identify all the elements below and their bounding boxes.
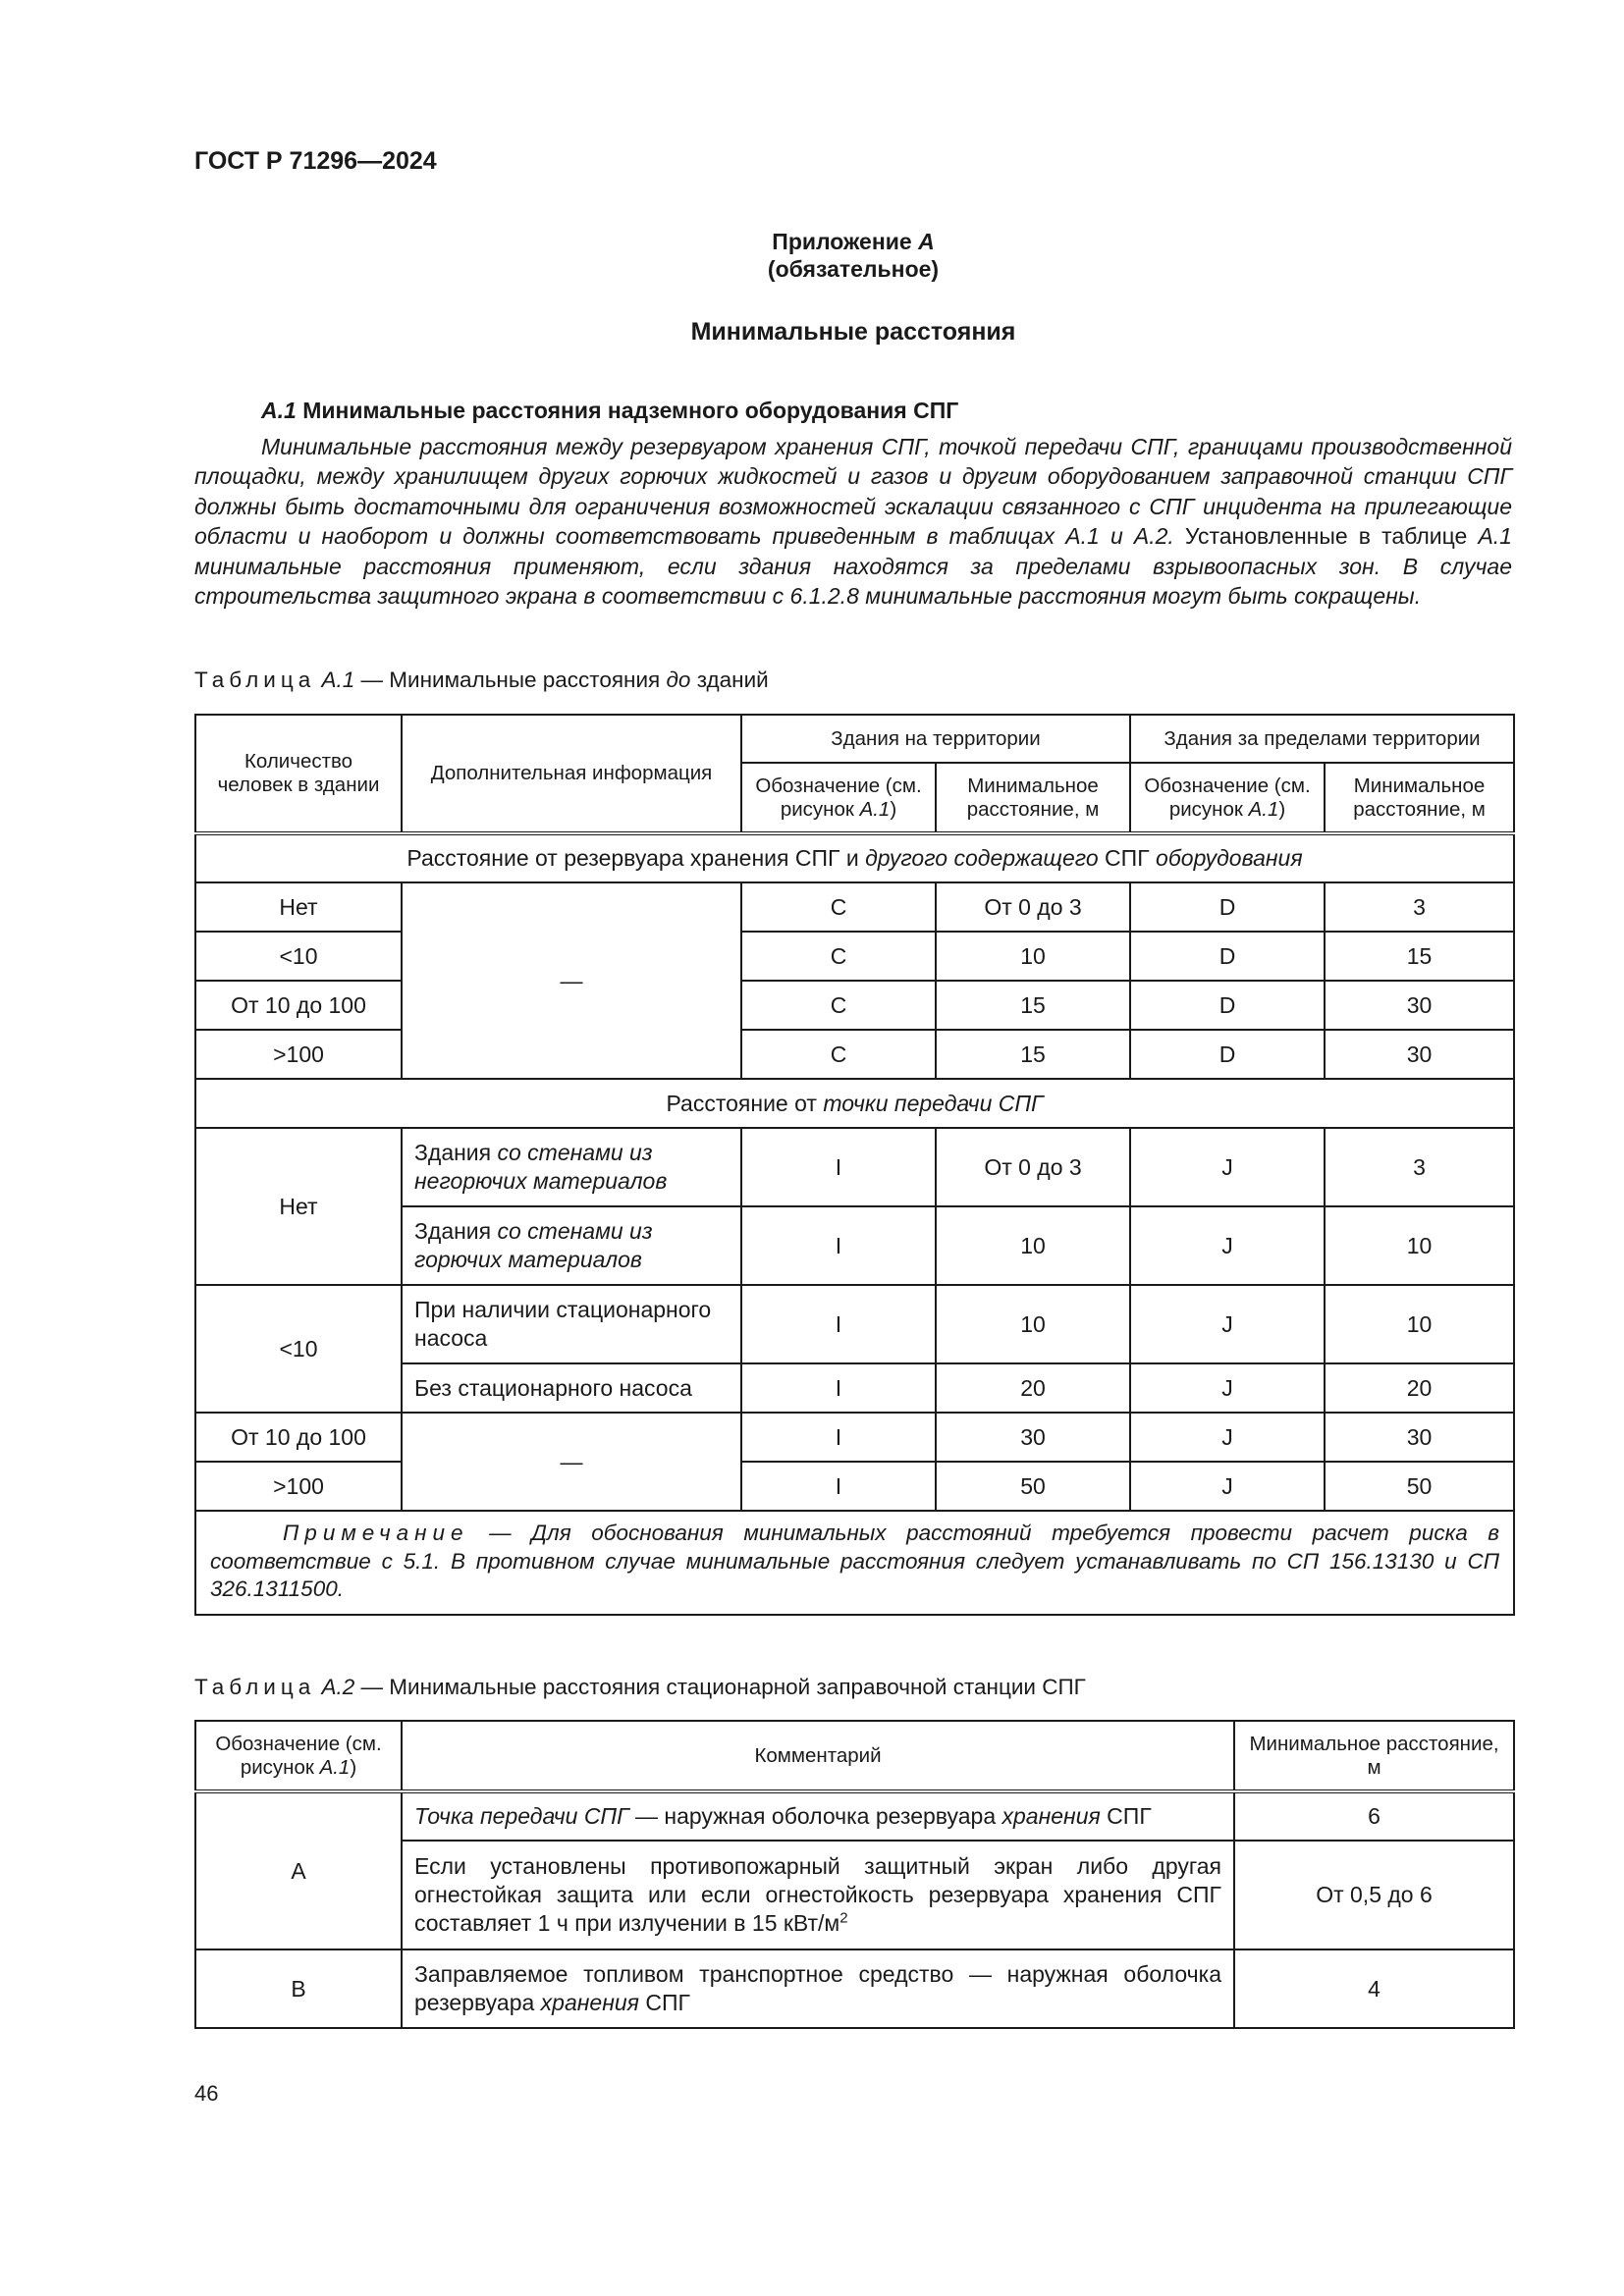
- cell-people: >100: [195, 1462, 402, 1511]
- header-distance-outside: Минимальное расстояние, м: [1325, 763, 1514, 833]
- table1-note: Примечание — Для обоснования минимальных расстояний требуется провести расчет риска в соответствие с 5.1. В противном случае минимальные расстояния следует устанавливать по СП 156.13130 и СП 326.1311500.: [195, 1511, 1514, 1615]
- cell-distance: 30: [1325, 1030, 1514, 1079]
- cell-distance: 10: [1325, 1206, 1514, 1285]
- cell-designation: J: [1130, 1128, 1325, 1206]
- cell-people: Нет: [195, 882, 402, 932]
- cell-distance: 20: [936, 1363, 1130, 1413]
- cell-distance: 50: [1325, 1462, 1514, 1511]
- cell-distance: 30: [936, 1413, 1130, 1462]
- subsection-heading: [261, 398, 958, 424]
- cell-designation: А: [195, 1791, 402, 1949]
- body-paragraph: Минимальные расстояния между резервуаром хранения СПГ, точкой передачи СПГ, границами производственной площадки, между хранилищем других горючих жидкостей и газов и другим оборудованием заправочной станции СПГ должны быть достаточными для ограничения возможностей эскалации связанного с СПГ инцидента на прилегающие области и наоборот и должны соответствовать приведенным в таблицах А.1 и А.2. Установленные в таблице А.1 минимальные расстояния применяют, если здания находятся за пределами взрывоопасных зон. В случае строительства защитного экрана в соответствии с 6.1.2.8 минимальные расстояния могут быть сокращены.: [194, 434, 1512, 610]
- cell-distance: 6: [1234, 1791, 1514, 1841]
- header-designation: Обозначение (см. рисунок А.1): [195, 1721, 402, 1791]
- cell-info: Здания со стенами из негорючих материалов: [402, 1128, 741, 1206]
- document-code: ГОСТ Р 71296—2024: [194, 147, 437, 175]
- table-row: [195, 1949, 1514, 2028]
- cell-designation: J: [1130, 1462, 1325, 1511]
- table-row: [195, 1030, 1514, 1079]
- cell-comment: Если установлены противопожарный защитный экран либо другая огнестойкая защита или если огнестойкость резервуара хранения СПГ составляет 1 ч при излучении в 15 кВт/$м^2$: [402, 1841, 1234, 1949]
- cell-info: Здания со стенами из горючих материалов: [402, 1206, 741, 1285]
- cell-distance: От 0,5 до 6: [1234, 1841, 1514, 1949]
- cell-distance: 10: [936, 1206, 1130, 1285]
- appendix-status: (обязательное): [767, 256, 940, 282]
- table-row: [195, 1791, 1514, 1841]
- cell-designation: С: [741, 1030, 936, 1079]
- header-distance: Минимальное расстояние, м: [1234, 1721, 1514, 1791]
- cell-distance: 3: [1325, 1128, 1514, 1206]
- cell-distance: 3: [1325, 882, 1514, 932]
- cell-people: От 10 до 100: [195, 981, 402, 1030]
- table-row: [195, 882, 1514, 932]
- section-row-tank: Расстояние от резервуара хранения СПГ и другого содержащего СПГ оборудования: [195, 833, 1514, 882]
- cell-people: От 10 до 100: [195, 1413, 402, 1462]
- header-outside: Здания за пределами территории: [1130, 715, 1514, 763]
- cell-designation: J: [1130, 1285, 1325, 1363]
- cell-distance: 15: [936, 981, 1130, 1030]
- cell-comment: Заправляемое топливом транспортное средство — наружная оболочка резервуара хранения СПГ: [402, 1949, 1234, 2028]
- cell-designation: J: [1130, 1206, 1325, 1285]
- cell-info: Без стационарного насоса: [402, 1363, 741, 1413]
- cell-distance: 30: [1325, 981, 1514, 1030]
- cell-distance: 15: [1325, 932, 1514, 981]
- cell-designation: I: [741, 1462, 936, 1511]
- table-row: [195, 981, 1514, 1030]
- cell-info: При наличии стационарного насоса: [402, 1285, 741, 1363]
- cell-designation: D: [1130, 882, 1325, 932]
- table-a1: [194, 714, 1515, 1616]
- cell-designation: D: [1130, 981, 1325, 1030]
- table1-caption: Таблица А.1 — Минимальные расстояния до зданий: [194, 667, 769, 692]
- section-row-transfer-point: Расстояние от точки передачи СПГ: [195, 1079, 1514, 1128]
- page-number: 46: [194, 2081, 219, 2106]
- cell-designation: I: [741, 1413, 936, 1462]
- cell-designation: D: [1130, 1030, 1325, 1079]
- cell-distance: От 0 до 3: [936, 1128, 1130, 1206]
- header-info: Дополнительная информация: [402, 715, 741, 833]
- cell-distance: От 0 до 3: [936, 882, 1130, 932]
- table-row: [195, 1285, 1514, 1363]
- cell-designation: D: [1130, 932, 1325, 981]
- cell-distance: 20: [1325, 1363, 1514, 1413]
- cell-people: <10: [195, 932, 402, 981]
- cell-distance: 15: [936, 1030, 1130, 1079]
- cell-dash: —: [402, 1413, 741, 1511]
- cell-designation: I: [741, 1363, 936, 1413]
- cell-comment: Точка передачи СПГ — наружная оболочка резервуара хранения СПГ: [402, 1791, 1234, 1841]
- header-comment: Комментарий: [402, 1721, 1234, 1791]
- header-inside: Здания на территории: [741, 715, 1130, 763]
- cell-designation: С: [741, 882, 936, 932]
- table-row: [195, 1462, 1514, 1511]
- cell-designation: С: [741, 932, 936, 981]
- table2-caption: Таблица А.2 — Минимальные расстояния стационарной заправочной станции СПГ: [194, 1675, 1086, 1699]
- header-designation-inside: Обозначение (см. рисунок А.1): [741, 763, 936, 833]
- table-row: [195, 932, 1514, 981]
- header-distance-inside: Минимальное расстояние, м: [936, 763, 1130, 833]
- appendix-heading: [194, 228, 1512, 283]
- header-people: Количество человек в здании: [195, 715, 402, 833]
- cell-designation: J: [1130, 1413, 1325, 1462]
- table-a2: [194, 1720, 1515, 2029]
- cell-designation: С: [741, 981, 936, 1030]
- appendix-title: Приложение А: [772, 229, 935, 254]
- cell-designation: J: [1130, 1363, 1325, 1413]
- cell-distance: 30: [1325, 1413, 1514, 1462]
- cell-designation: I: [741, 1285, 936, 1363]
- header-designation-outside: Обозначение (см. рисунок А.1): [1130, 763, 1325, 833]
- section-title: Минимальные расстояния: [690, 318, 1016, 346]
- cell-distance: 10: [1325, 1285, 1514, 1363]
- cell-people: <10: [195, 1285, 402, 1413]
- subsection-number: А.1: [261, 398, 297, 423]
- cell-designation: I: [741, 1206, 936, 1285]
- table-row: [195, 1128, 1514, 1206]
- cell-people: Нет: [195, 1128, 402, 1285]
- cell-designation: I: [741, 1128, 936, 1206]
- cell-dash: —: [402, 882, 741, 1079]
- cell-distance: 4: [1234, 1949, 1514, 2028]
- cell-designation: В: [195, 1949, 402, 2028]
- cell-distance: 50: [936, 1462, 1130, 1511]
- cell-people: >100: [195, 1030, 402, 1079]
- cell-distance: 10: [936, 1285, 1130, 1363]
- cell-distance: 10: [936, 932, 1130, 981]
- table-row: [195, 1413, 1514, 1462]
- subsection-title: Минимальные расстояния надземного оборудования СПГ: [302, 398, 959, 423]
